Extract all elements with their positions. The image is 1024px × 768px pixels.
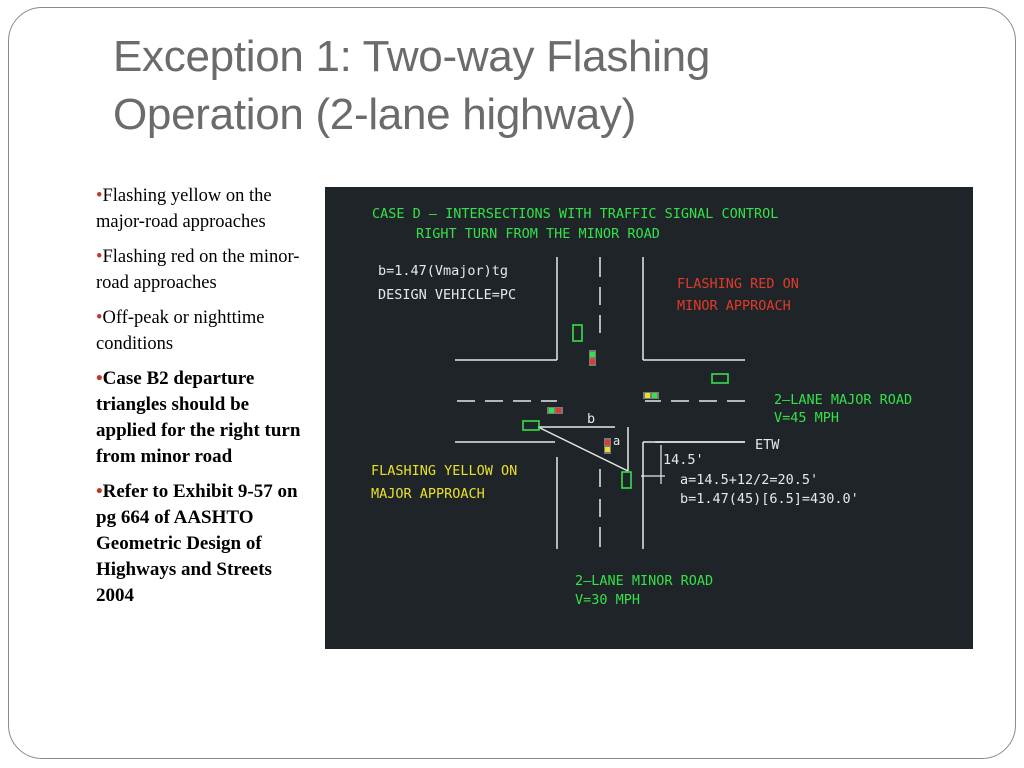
etw-label: ETW: [755, 437, 780, 453]
flashing-yellow-note-2: MAJOR APPROACH: [371, 486, 485, 502]
bullet-text: Off-peak or nighttime conditions: [96, 308, 265, 354]
formula-text: b=1.47(Vmajor)tg: [378, 263, 509, 279]
design-vehicle-text: DESIGN VEHICLE=PC: [378, 287, 517, 303]
title-line-2: Operation (2-lane highway): [113, 90, 636, 139]
bullet-list: [96, 183, 308, 618]
bullet-marker: •: [96, 186, 103, 206]
label-b: b: [587, 411, 596, 427]
title-line-1: Exception 1: Two-way Flashing: [113, 32, 711, 81]
calc-b: b=1.47(45)[6.5]=430.0': [680, 491, 859, 507]
bullet-marker: •: [96, 368, 103, 389]
dimension-text: 14.5': [663, 452, 704, 468]
case-subtitle: RIGHT TURN FROM THE MINOR ROAD: [416, 226, 660, 242]
vehicle-icon-east: [712, 374, 728, 383]
flashing-yellow-note-1: FLASHING YELLOW ON: [371, 463, 518, 479]
flashing-red-note-2: MINOR APPROACH: [677, 298, 791, 314]
sight-triangle: [538, 427, 745, 471]
vehicle-icon-west: [523, 421, 539, 430]
case-title: CASE D – INTERSECTIONS WITH TRAFFIC SIGNAL CONTROL: [372, 206, 779, 222]
bullet-marker: •: [96, 481, 103, 502]
bullet-item: [96, 305, 308, 357]
bullet-text: Flashing yellow on the major-road approaches: [96, 186, 272, 232]
dimension-line: [641, 442, 665, 484]
major-road-label: 2–LANE MAJOR ROAD: [774, 392, 913, 408]
bullet-text: Flashing red on the minor-road approaches: [96, 247, 300, 293]
slide-title: [113, 28, 933, 144]
intersection-diagram: [325, 187, 973, 649]
signal-heads: [547, 350, 659, 454]
vehicle-icon-north: [573, 325, 582, 341]
signal-head-north: [589, 350, 596, 366]
label-a: a: [613, 434, 621, 448]
calc-a: a=14.5+12/2=20.5': [680, 472, 819, 488]
minor-road-label: 2–LANE MINOR ROAD: [575, 573, 714, 589]
signal-head-south: [604, 438, 611, 454]
bullet-item: [96, 479, 308, 609]
vehicle-icon-turning: [622, 472, 631, 488]
bullet-item: [96, 366, 308, 470]
signal-head-east: [643, 392, 659, 399]
minor-road-speed: V=30 MPH: [575, 592, 641, 608]
bullet-text: Case B2 departure triangles should be applied for the right turn from minor road: [96, 368, 301, 467]
bullet-item: [96, 244, 308, 296]
bullet-marker: •: [96, 308, 103, 328]
major-road-speed: V=45 MPH: [774, 410, 840, 426]
flashing-red-note-1: FLASHING RED ON: [677, 276, 799, 292]
bullet-item: [96, 183, 308, 235]
diagram-canvas: [325, 187, 973, 649]
bullet-text: Refer to Exhibit 9-57 on pg 664 of AASHTO Geometric Design of Highways and Streets 2004: [96, 481, 298, 606]
bullet-marker: •: [96, 247, 103, 267]
signal-head-west: [547, 407, 563, 414]
